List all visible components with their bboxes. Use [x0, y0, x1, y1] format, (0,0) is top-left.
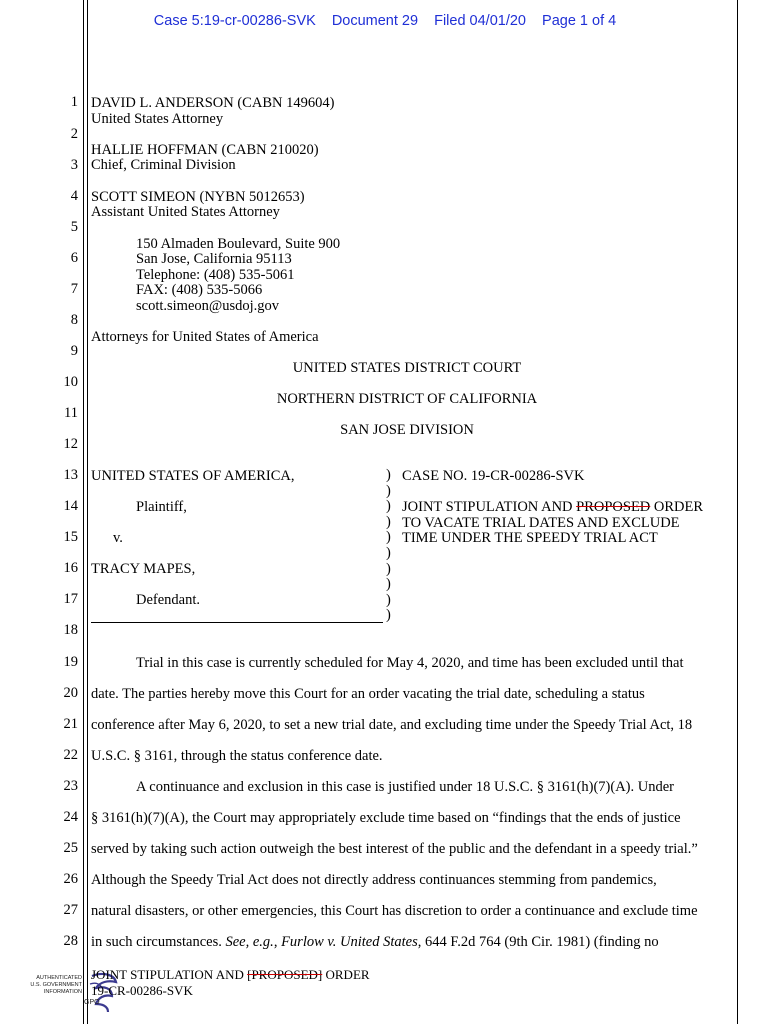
paren: ) [386, 591, 391, 608]
court-district: NORTHERN DISTRICT OF CALIFORNIA [276, 391, 538, 407]
paren: ) [386, 467, 391, 483]
line-number: 13 [63, 467, 78, 483]
seal-text: AUTHENTICATED [36, 975, 82, 981]
header-case-number: Case 5:19-cr-00286-SVK [153, 13, 316, 29]
seal-text: U.S. GOVERNMENT [30, 982, 82, 988]
title-struck-proposed: PROPOSED [576, 499, 651, 515]
body-text-run: , [273, 934, 282, 950]
line-number: 22 [63, 747, 78, 763]
counsel-title-3: Assistant United States Attorney [91, 204, 280, 220]
case-number: CASE NO. 19-CR-00286-SVK [402, 468, 585, 484]
header-filed-date: Filed 04/01/20 [434, 13, 526, 29]
document-title-line-3: TIME UNDER THE SPEEDY TRIAL ACT [402, 530, 658, 546]
line-number: 24 [63, 809, 78, 825]
line-number: 7 [70, 281, 78, 297]
versus: v. [113, 530, 123, 546]
body-line: U.S.C. § 3161, through the status conference date. [91, 748, 383, 764]
address-line-2: San Jose, California 95113 [136, 251, 292, 267]
paren: ) [386, 529, 391, 546]
line-number: 26 [63, 871, 78, 887]
line-number: 27 [63, 902, 78, 918]
line-number: 1 [70, 94, 78, 110]
line-number: 18 [63, 622, 78, 638]
line-number: 10 [63, 374, 78, 390]
line-number: 20 [63, 685, 78, 701]
paren: ) [386, 513, 391, 530]
line-number: 3 [70, 157, 78, 173]
title-text: ORDER [650, 499, 704, 515]
paren: ) [386, 482, 391, 499]
plaintiff-name: UNITED STATES OF AMERICA, [91, 468, 295, 484]
line-number: 23 [63, 778, 78, 794]
footer-case-number: 19-CR-00286-SVK [91, 983, 193, 998]
court-name: UNITED STATES DISTRICT COURT [292, 360, 522, 376]
plaintiff-role: Plaintiff, [136, 499, 187, 515]
document-title-line-1 [402, 499, 703, 515]
counsel-title-2: Chief, Criminal Division [91, 157, 236, 173]
paren: ) [386, 545, 391, 561]
header-document-number: Document 29 [331, 13, 419, 29]
line-number: 9 [70, 343, 78, 359]
court-division: SAN JOSE DIVISION [340, 422, 474, 438]
address-line-1: 150 Almaden Boulevard, Suite 900 [136, 236, 341, 252]
body-text-run: , 644 F.2d 764 (9th Cir. 1981) (finding no [417, 934, 659, 950]
ecf-header [0, 13, 770, 29]
body-line: Trial in this case is currently scheduled for May 4, 2020, and time has been excluded until that [136, 655, 684, 671]
body-line: served by taking such action outweigh the best interest of the public and the defendant in a speedy trial.” [91, 841, 698, 857]
left-margin-rule-1 [83, 0, 84, 1024]
line-number: 2 [70, 126, 78, 142]
body-line [91, 934, 659, 951]
seal-text: GPO [84, 999, 100, 1006]
title-text: JOINT STIPULATION AND [402, 499, 577, 515]
line-number: 19 [63, 654, 78, 670]
telephone: Telephone: (408) 535-5061 [136, 267, 295, 283]
paren: ) [386, 498, 391, 515]
attorneys-for: Attorneys for United States of America [91, 329, 319, 345]
line-number: 17 [63, 591, 78, 607]
footer-title [91, 967, 370, 983]
line-number: 6 [70, 250, 78, 266]
header-page-number: Page 1 of 4 [542, 13, 617, 29]
paren: ) [386, 560, 391, 577]
right-margin-rule [737, 0, 738, 1024]
line-number: 28 [63, 933, 78, 949]
line-number: 21 [63, 716, 78, 732]
seal-text: INFORMATION [43, 989, 82, 995]
body-line: § 3161(h)(7)(A), the Court may appropriately exclude time based on “findings that the ends of justice [91, 810, 681, 826]
line-number: 14 [63, 498, 78, 514]
body-line: Although the Speedy Trial Act does not directly address continuances stemming from pandemics, [91, 872, 657, 888]
line-number: 4 [70, 188, 78, 204]
paren: ) [386, 576, 391, 593]
footer-text: JOINT STIPULATION AND [91, 967, 248, 982]
citation-signal: See, e.g. [225, 934, 274, 950]
line-number: 5 [70, 219, 78, 235]
footer-struck-proposed: [PROPOSED] [247, 967, 323, 982]
body-line: conference after May 6, 2020, to set a new trial date, and excluding time under the Speedy Trial Act, 18 [91, 717, 693, 733]
body-line: date. The parties hereby move this Court for an order vacating the trial date, scheduling a status [91, 686, 645, 702]
paren: ) [386, 607, 391, 624]
document-title-line-2: TO VACATE TRIAL DATES AND EXCLUDE [402, 515, 680, 531]
body-line: A continuance and exclusion in this case is justified under 18 U.S.C. § 3161(h)(7)(A). Under [136, 779, 675, 795]
body-line: natural disasters, or other emergencies, this Court has discretion to order a continuance and exclude time [91, 903, 698, 919]
line-number: 12 [63, 436, 78, 452]
case-name: Furlow v. United States [281, 934, 418, 950]
line-number: 8 [70, 312, 78, 328]
counsel-name-2: HALLIE HOFFMAN (CABN 210020) [91, 142, 319, 158]
line-number: 15 [63, 529, 78, 545]
counsel-name-3: SCOTT SIMEON (NYBN 5012653) [91, 189, 305, 205]
caption-underline [91, 622, 383, 623]
left-margin-rule-2 [87, 0, 88, 1024]
email: scott.simeon@usdoj.gov [136, 298, 280, 314]
body-text-run: in such circumstances. [91, 934, 226, 950]
line-number: 25 [63, 840, 78, 856]
defendant-name: TRACY MAPES, [91, 561, 196, 577]
line-number: 11 [64, 405, 78, 421]
line-number: 16 [63, 560, 78, 576]
counsel-title-1: United States Attorney [91, 111, 224, 127]
footer-text: ORDER [322, 967, 370, 982]
defendant-role: Defendant. [136, 592, 201, 608]
counsel-name-1: DAVID L. ANDERSON (CABN 149604) [91, 95, 335, 111]
fax: FAX: (408) 535-5066 [136, 282, 263, 298]
